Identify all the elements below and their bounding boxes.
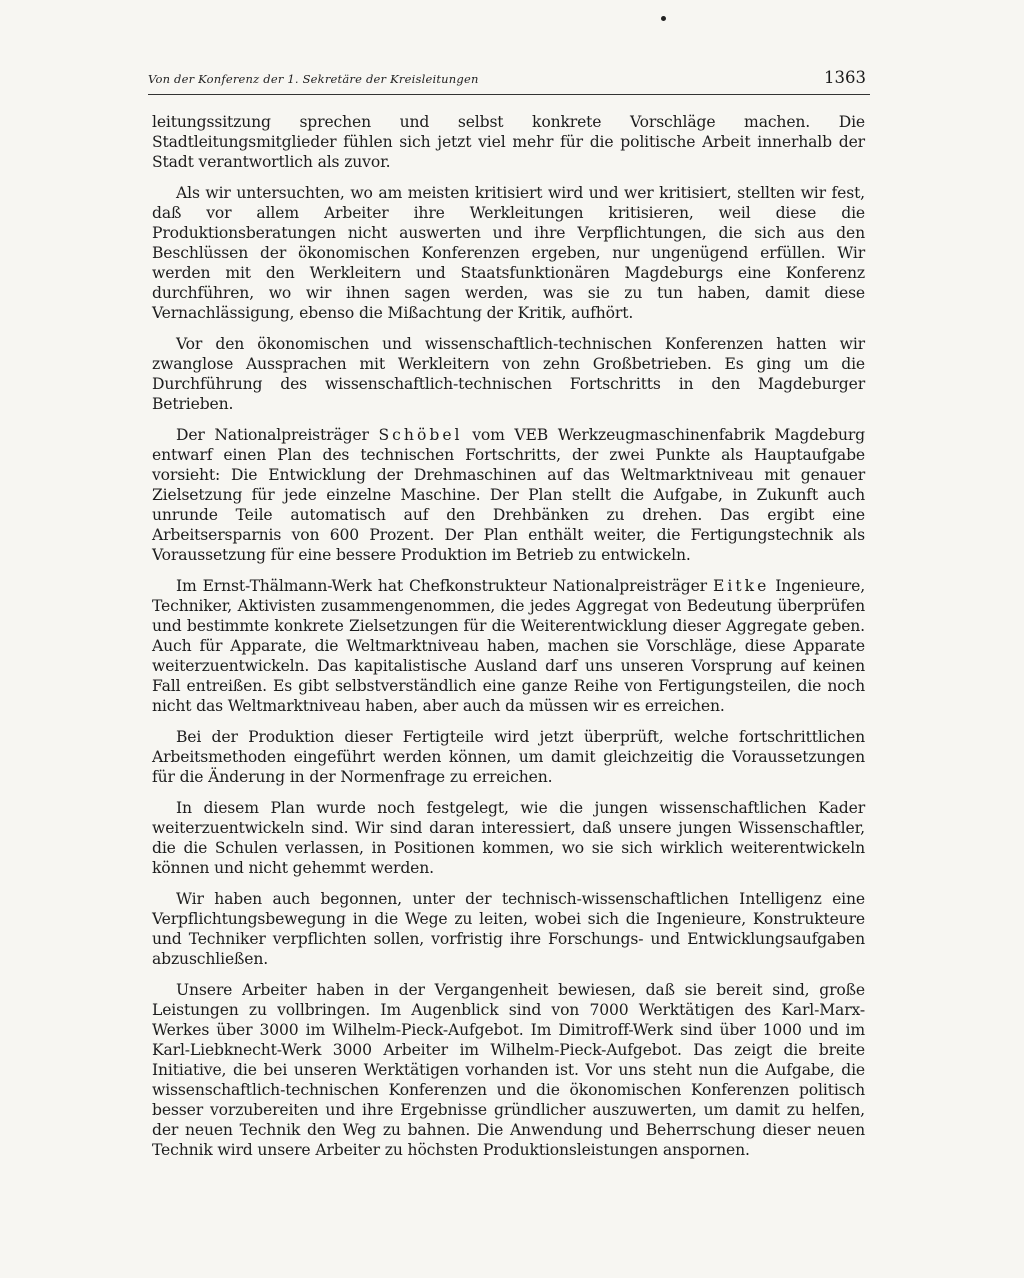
paragraph-text: vom VEB Werkzeugmaschinenfabrik Magdeburg entwarf einen Plan des technischen Fortschritts, der zwei Punkte als Hauptaufgabe vorsieht: Die Entwicklung der Drehmaschinen auf das Weltmarktniveau mit genauer Zielsetzung für jede einzelne Maschine. Der Plan stellt die Aufgabe, in Zukunft auch unrunde Teile automatisch auf den Drehbänken zu drehen. Das ergibt eine Arbeitsersparnis von 600 Prozent. Der Plan enthält weiter, die Fertigungstechnik als Voraussetzung für eine bessere Produktion im Betrieb zu entwickeln. — [152, 426, 865, 564]
paragraph — [152, 425, 865, 565]
paragraph — [152, 576, 865, 716]
page-header — [148, 66, 870, 95]
body-text — [152, 112, 865, 1171]
paragraph: Unsere Arbeiter haben in der Vergangenheit bewiesen, daß sie bereit sind, große Leistungen zu vollbringen. Im Augenblick sind von 7000 Werktätigen des Karl-Marx-Werkes über 3000 im Wilhelm-Pieck-Aufgebot. Im Dimitroff-Werk sind über 1000 und im Karl-Liebknecht-Werk 3000 Arbeiter im Wilhelm-Pieck-Aufgebot. Das zeigt die breite Initiative, die bei unseren Werktätigen vorhanden ist. Vor uns steht nun die Aufgabe, die wissenschaftlich-technischen Konferenzen und die ökonomischen Konferenzen politisch besser vorzubereiten und ihre Ergebnisse gründlicher auszuwerten, um damit zu helfen, der neuen Technik den Weg zu bahnen. Die Anwendung und Beherrschung dieser neuen Technik wird unsere Arbeiter zu höchsten Produktionsleistungen anspornen. — [152, 981, 865, 1159]
paragraph: leitungssitzung sprechen und selbst konkrete Vorschläge machen. Die Stadtleitungsmitglieder fühlen sich jetzt viel mehr für die politische Arbeit innerhalb der Stadt verantwortlich als zuvor. — [152, 113, 865, 171]
paragraph: Als wir untersuchten, wo am meisten kritisiert wird und wer kritisiert, stellten wir fest, daß vor allem Arbeiter ihre Werkleitungen kritisieren, weil diese die Produktionsberatungen nicht auswerten und ihre Verpflichtungen, die sich aus den Beschlüssen der ökonomischen Konferenzen ergeben, nur ungenügend erfüllen. Wir werden mit den Werkleitern und Staatsfunktionären Magdeburgs eine Konferenz durchführen, wo wir ihnen sagen werden, was sie zu tun haben, damit diese Vernachlässigung, ebenso die Mißachtung der Kritik, aufhört. — [152, 184, 865, 322]
paragraph: Bei der Produktion dieser Fertigteile wird jetzt überprüft, welche fortschrittlichen Arbeitsmethoden eingeführt werden können, um damit gleichzeitig die Voraussetzungen für die Änderung in der Normenfrage zu erreichen. — [152, 728, 865, 786]
paragraph-text: Der Nationalpreisträger — [176, 426, 379, 444]
paragraph-text: Ingenieure, Techniker, Aktivisten zusammengenommen, die jedes Aggregat von Bedeutung überprüfen und bestimmte konkrete Zielsetzungen für die Weiterentwicklung dieser Aggregate geben. Auch für Apparate, die Weltmarktniveau haben, machen sie Vorschläge, diese Apparate weiterzuentwickeln. Das kapitalistische Ausland darf uns unseren Vorsprung auf keinen Fall entreißen. Es gibt selbstverständlich eine ganze Reihe von Fertigungsteilen, die noch nicht das Weltmarktniveau haben, aber auch da müssen wir es erreichen. — [152, 577, 865, 715]
person-name: Schöbel — [378, 426, 463, 444]
paragraph-text: Im Ernst-Thälmann-Werk hat Chefkonstrukteur Nationalpreisträger — [176, 577, 713, 595]
paragraph: Vor den ökonomischen und wissenschaftlich-technischen Konferenzen hatten wir zwanglose Aussprachen mit Werkleitern von zehn Großbetrieben. Es ging um die Durchführung des wissenschaftlich-technischen Fortschritts in den Magdeburger Betrieben. — [152, 335, 865, 413]
paragraph: In diesem Plan wurde noch festgelegt, wie die jungen wissenschaftlichen Kader weiterzuentwickeln sind. Wir sind daran interessiert, daß unsere jungen Wissenschaftler, die die Schulen verlassen, in Positionen kommen, wo sie sich wirklich weiterentwickeln können und nicht gehemmt werden. — [152, 799, 865, 877]
person-name: Eitke — [712, 577, 770, 595]
running-head: Von der Konferenz der 1. Sekretäre der Kreisleitungen — [148, 72, 479, 86]
page-mark — [661, 16, 666, 21]
paragraph: Wir haben auch begonnen, unter der technisch-wissenschaftlichen Intelligenz eine Verpflichtungsbewegung in die Wege zu leiten, wobei sich die Ingenieure, Konstrukteure und Techniker verpflichten sollen, vorfristig ihre Forschungs- und Entwicklungsaufgaben abzuschließen. — [152, 890, 865, 968]
page-number: 1363 — [824, 68, 866, 87]
